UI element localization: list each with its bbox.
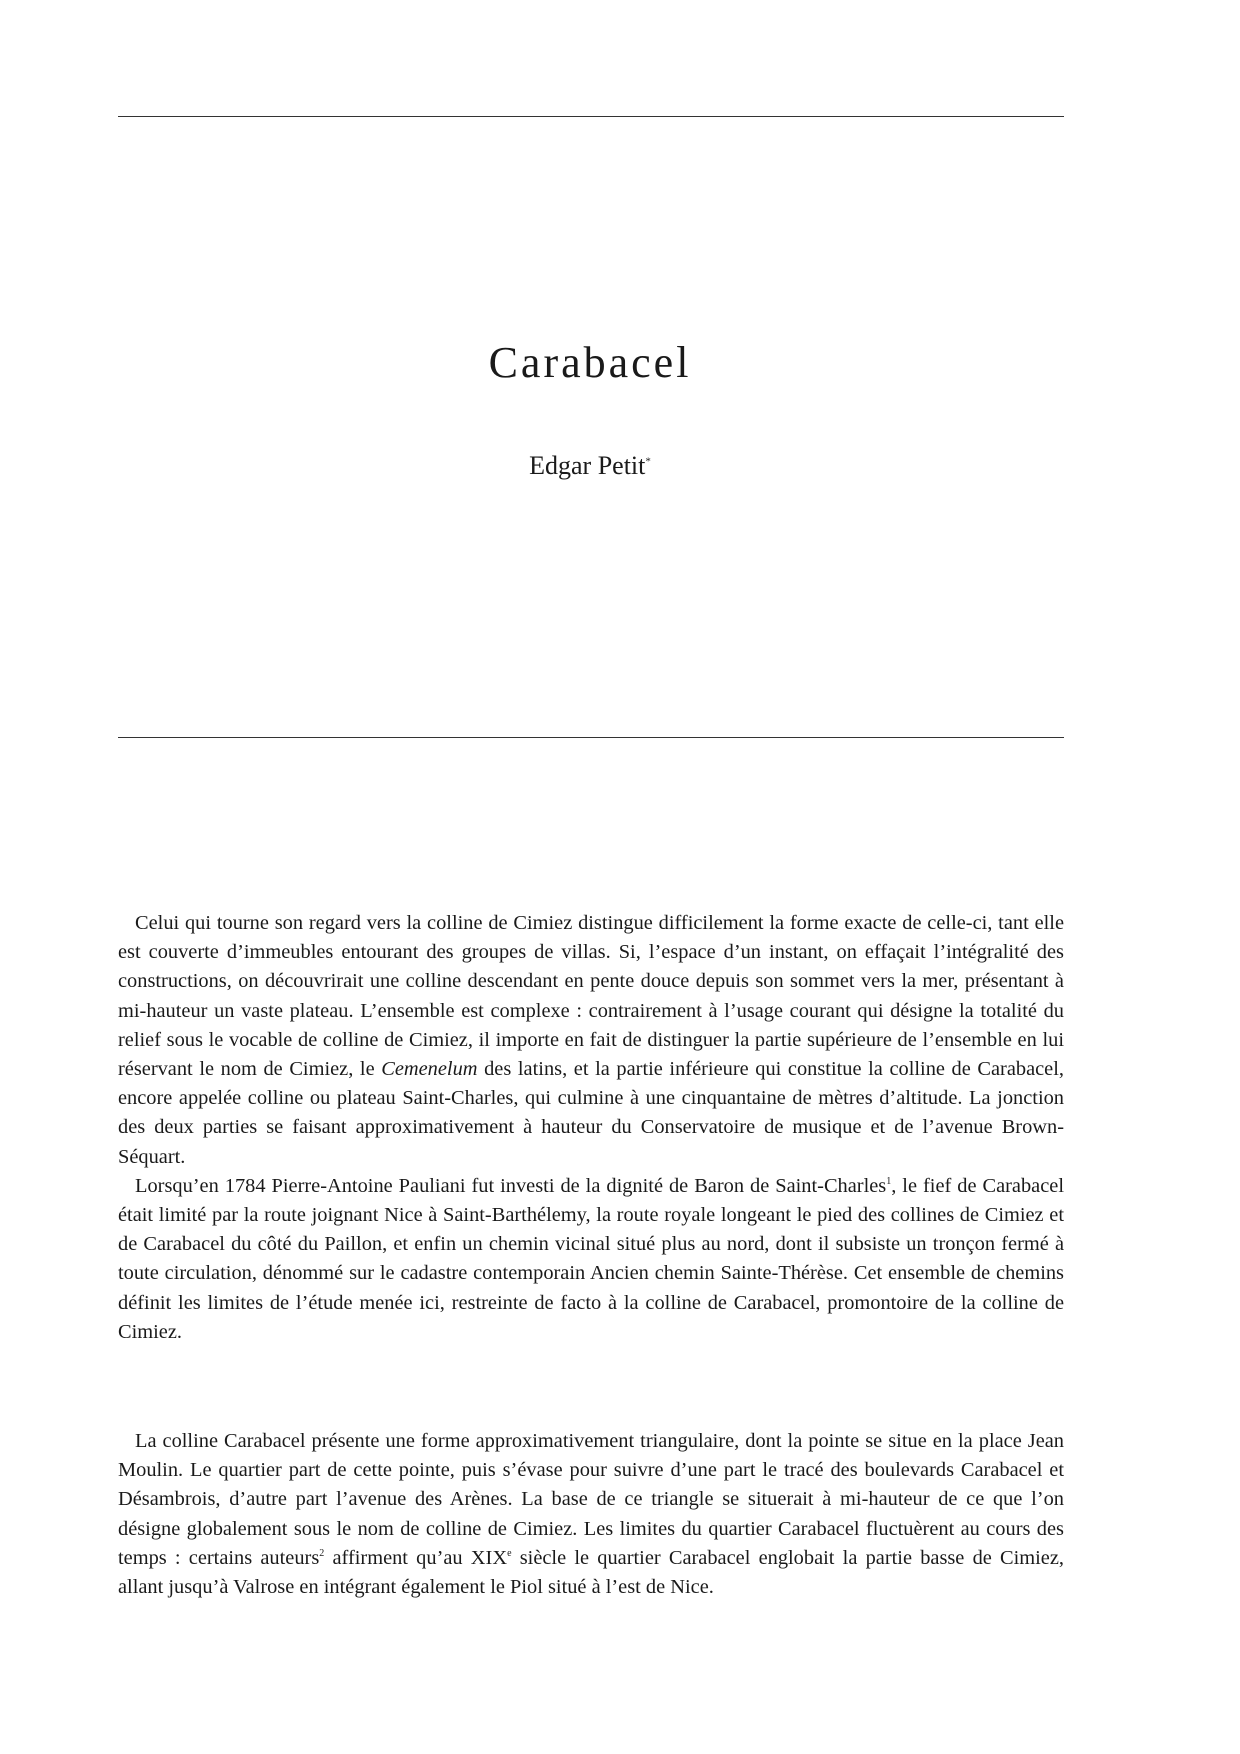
paragraph-3 [118,1427,1064,1602]
body-section-1 [118,909,1064,1347]
bottom-divider [118,737,1064,738]
footnote-ref-1: 1 [886,1176,892,1188]
article-author [0,446,1180,486]
top-divider [118,116,1064,117]
paragraph-2-text-a: Lorsqu’en 1784 Pierre-Antoine Pauliani fut investi de la dignité de Baron de Saint-Charles [135,1174,887,1197]
paragraph-3-text-b: affirment qu’au XIX [324,1546,508,1569]
paragraph-2 [118,1172,1064,1347]
footnote-ref-2: 2 [319,1548,325,1560]
paragraph-3-text-c: siècle le quartier Carabacel englobait la partie basse de Cimiez, allant jusqu’à Valrose en intégrant également le Piol situé à l’est de Nice. [118,1546,1065,1599]
author-footnote-marker: * [645,455,651,468]
paragraph-1-text-a: Celui qui tourne son regard vers la colline de Cimiez distingue difficilement la forme exacte de celle-ci, tant elle est couverte d’immeubles entourant des groupes de villas. Si, l’espace d’un instant, on effaçait l’intégralité des constructions, on découvrirait une colline descendant en pente douce depuis son sommet vers la mer, présentant à mi-hauteur un vaste plateau. L’ensemble est complexe : contrairement à l’usage courant qui désigne la totalité du relief sous le vocable de colline de Cimiez, il importe en fait de distinguer la partie supérieure de l’ensemble en lui réservant le nom de Cimiez, le [118,912,1064,1081]
paragraph-1-italic-term: Cemenelum [381,1058,478,1081]
paragraph-1-text-b: des latins, et la partie inférieure qui constitue la colline de Carabacel, encore appelée colline ou plateau Saint-Charles, qui culmine à une cinquantaine de mètres d’altitude. La jonction des deux parties se faisant approximativement à hauteur du Conservatoire de musique et de l’avenue Brown-Séquart. [118,1058,1064,1168]
paragraph-1 [118,909,1064,1172]
paragraph-2-text-b: , le fief de Carabacel était limité par la route joignant Nice à Saint-Barthélemy, la route royale longeant le pied des collines de Cimiez et de Carabacel du côté du Paillon, et enfin un chemin vicinal situé plus au nord, dont il subsiste un tronçon fermé à toute circulation, dénommé sur le cadastre contemporain Ancien chemin Sainte-Thérèse. Cet ensemble de chemins définit les limites de l’étude menée ici, restreinte de facto à la colline de Carabacel, promontoire de la colline de Cimiez. [118,1174,1064,1343]
article-title: Carabacel [488,338,692,387]
body-section-2 [118,1427,1064,1602]
century-superscript: e [507,1548,512,1560]
author-name: Edgar Petit [529,451,646,480]
paragraph-3-text-a: La colline Carabacel présente une forme approximativement triangulaire, dont la pointe se situe en la place Jean Moulin. Le quartier part de cette pointe, puis s’évase pour suivre d’une part le tracé des boulevards Carabacel et Désambrois, d’autre part l’avenue des Arènes. La base de ce triangle se situerait à mi-hauteur de ce que l’on désigne globalement sous le nom de colline de Cimiez. Les limites du quartier Carabacel fluctuèrent au cours des temps : certains auteurs [118,1430,1064,1569]
